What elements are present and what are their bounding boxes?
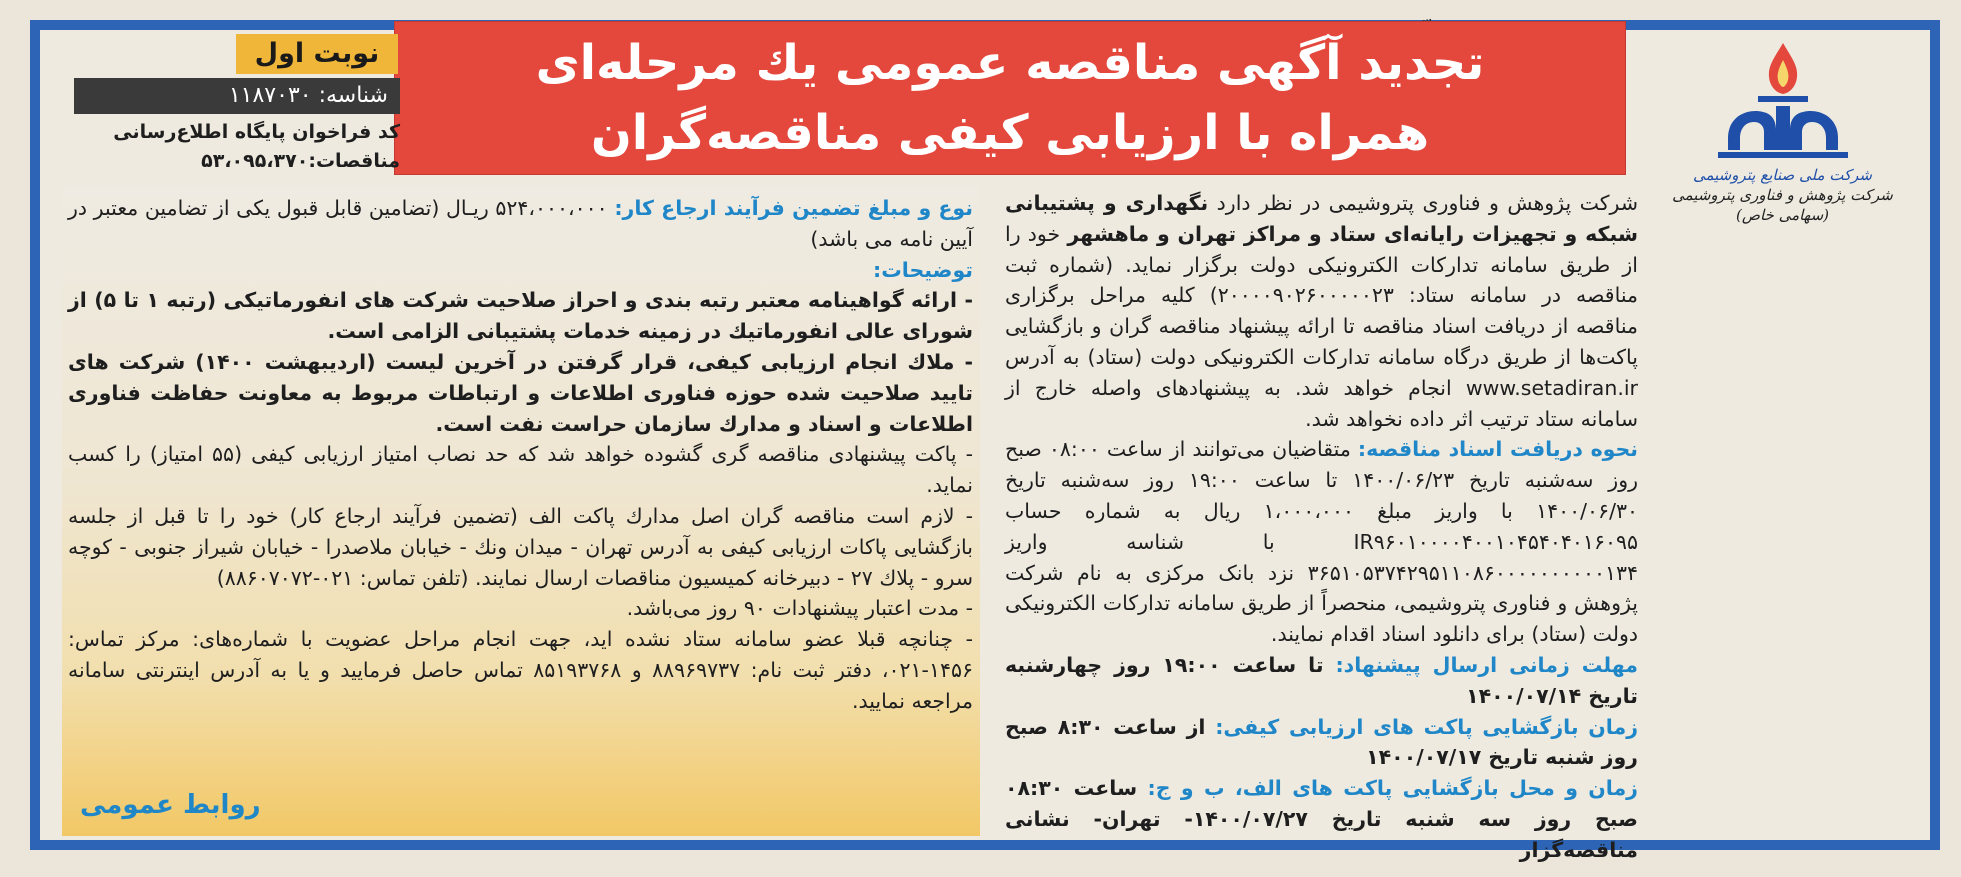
note-original-documents: - لازم است مناقصه گران اصل مدارك پاکت الف (تضمین فرآیند ارجاع کار) خود را تا قبل از جلسه بازگشایی پاکات ارزیابی کیفی به آدرس تهران - میدان ونك - خیابان ملاصدرا - خیابان شیراز جنوبی - کوچه سرو - پلاك ۲۷ - دبیرخانه کمیسیون مناقصات ارسال نمایند. (تلفن تماس: ۰۲۱-۸۸۶۰۷۰۷۲) bbox=[68, 503, 973, 590]
logo-company-name: شرکت پژوهش و فناوری پتروشیمی (سهامی خاص) bbox=[1672, 186, 1893, 224]
logo-script-text: شرکت ملی صنایع پتروشیمی bbox=[1692, 166, 1872, 184]
intro-paragraph bbox=[1005, 188, 1638, 434]
setad-website-link[interactable]: www.setadiran.ir bbox=[1465, 375, 1638, 400]
intro-bold-subject: نگهداری و پشتیبانی شبکه و تجهیزات رایانه‌ای ستاد و مراکز تهران و ماهشهر bbox=[1005, 191, 1638, 246]
docs-heading: نحوه دریافت اسناد مناقصه: bbox=[1357, 437, 1638, 462]
quality-opening-text: از ساعت ۸:۳۰ صبح روز شنبه تاریخ ۱۴۰۰/۰۷/۱۷ bbox=[1005, 714, 1638, 770]
intro-plain-1: شرکت پژوهش و فناوری پتروشیمی در نظر دارد bbox=[1208, 191, 1638, 215]
guarantee-text: ۵۲۴،۰۰۰،۰۰۰ ریـال (تضامین قابل قبول یکی از تضامین معتبر در آیین نامه می باشد) bbox=[68, 196, 973, 251]
docs-text: متقاضیان می‌توانند از ساعت ۰۸:۰۰ صبح روز سه‌شنبه تاریخ ۱۴۰۰/۰۶/۲۳ تا ساعت ۱۹:۰۰ روز سه‌شنبه تاریخ ۱۴۰۰/۰۶/۳۰ با واریز مبلغ ۱،۰۰۰،۰۰۰ ریال به شماره حساب IR۹۶۰۱۰۰۰۰۴۰۰۱۰۴۵۴۰۴۰۱۶۰۹۵ با شناسه واریز ۳۶۵۱۰۵۳۷۴۲۹۵۱۱۰۸۶۰۰۰۰۰۰۰۰۰۰۱۳۴ نزد بانک مرکزی به نام شرکت پژوهش و فناوری پتروشیمی، منحصراً از طریق سامانه تدارکات الکترونیکی دولت (ستاد) برای دانلود اسناد اقدام نمایند. bbox=[1005, 437, 1639, 647]
public-relations-signature: روابط عمومی bbox=[80, 790, 261, 820]
note-quality-criteria: - ملاك انجام ارزیابی کیفی، قرار گرفتن در آخرین لیست (اردیبهشت ۱۴۰۰) شرکت های تایید صلاحیت شده حوزه فناوری اطلاعات و ارتباطات مربوط به معاونت حفاظت فناوری اطلاعات و اسناد و مدارك سازمان حراست نفت است. bbox=[68, 349, 973, 436]
envelope-opening-paragraph bbox=[1005, 773, 1638, 865]
company-logo bbox=[1660, 38, 1905, 238]
title-banner bbox=[395, 22, 1625, 174]
note-rating-certificate: - ارائه گواهینامه معتبر رتبه بندی و احراز صلاحیت شرکت های انفورماتیکی (رتبه ۱ تا ۵) از شورای عالی انفورماتیك در زمینه خدمات پشتیبانی الزامی است. bbox=[68, 288, 973, 344]
quality-opening-heading: زمان بازگشایی پاکت های ارزیابی کیفی: bbox=[1215, 714, 1638, 739]
quality-opening-paragraph bbox=[1005, 712, 1638, 774]
deadline-paragraph bbox=[1005, 650, 1638, 712]
title-line-2: همراه با ارزیابی كیفی مناقصه‌گران bbox=[590, 105, 1430, 161]
envelope-opening-text: ساعت ۰۸:۳۰ صبح روز سه شنبه تاریخ ۱۴۰۰/۰۷/۲۷- تهران- نشانی مناقصه‌گزار bbox=[1005, 776, 1638, 862]
docs-paragraph bbox=[1005, 434, 1638, 650]
deadline-text: تا ساعت ۱۹:۰۰ روز چهارشنبه تاریخ ۱۴۰۰/۰۷/۱۴ bbox=[1005, 652, 1638, 708]
right-text-column bbox=[1005, 188, 1638, 866]
intro-plain-2: خود را از طریق سامانه تدارکات الکترونیکی دولت برگزار نماید. (شماره ثبت مناقصه در سامانه ستاد: ۲۰۰۰۰۹۰۲۶۰۰۰۰۰۲۳) کلیه مراحل برگزاری مناقصه از دریافت اسناد مناقصه تا ارائه پیشنهاد مناقصه گران و بازگشایی پاکت‌ها از طریق درگاه سامانه تدارکات الکترونیکی دولت (ستاد) به آدرس bbox=[1005, 221, 1638, 369]
note-validity: - مدت اعتبار پیشنهادات ۹۰ روز می‌باشد. bbox=[626, 596, 973, 621]
guarantee-paragraph bbox=[68, 193, 973, 255]
portal-code-line-1: کد فراخوان پایگاه اطلاع‌رسانی bbox=[113, 121, 400, 143]
intro-plain-3: انجام خواهد شد. به پیشنهادهای واصله خارج از سامانه ستاد ترتیب اثر داده نخواهد شد. bbox=[1005, 375, 1638, 431]
flame-logo-icon bbox=[1718, 38, 1848, 163]
tracking-id: شناسه: ۱۱۸۷۰۳۰ bbox=[74, 78, 400, 114]
envelope-opening-heading: زمان و محل بازگشایی پاکت های الف، ب و ج: bbox=[1147, 776, 1638, 801]
note-registration: - چنانچه قبلا عضو سامانه ستاد نشده اید، جهت انجام مراحل عضویت با شماره‌های: مرکز تماس: ۱۴۵۶-۰۲۱، دفتر ثبت نام: ۸۸۹۶۹۷۳۷ و ۸۵۱۹۳۷۶۸ تماس حاصل فرمایید و یا به آدرس اینترنتی سامانه مراجعه نمایید. bbox=[68, 627, 973, 713]
guarantee-heading: نوع و مبلغ تضمین فرآیند ارجاع کار: bbox=[614, 196, 973, 220]
title-line-1: تجدید آگهی مناقصه عمومی یك مرحله‌ای bbox=[535, 35, 1485, 91]
round-label: نوبت اول bbox=[236, 34, 398, 74]
deadline-heading: مهلت زمانی ارسال پیشنهاد: bbox=[1335, 652, 1638, 677]
note-minimum-score: - پاکت پیشنهادی مناقصه گری گشوده خواهد شد که حد نصاب امتیاز ارزیابی کیفی (۵۵ امتیاز) را کسب نماید. bbox=[68, 442, 973, 498]
left-text-column bbox=[68, 193, 973, 833]
portal-code-line-2: مناقصات:۵۳،۰۹۵،۳۷۰ bbox=[201, 150, 400, 172]
notes-heading: توضیحات: bbox=[873, 257, 973, 282]
portal-code bbox=[74, 118, 400, 176]
